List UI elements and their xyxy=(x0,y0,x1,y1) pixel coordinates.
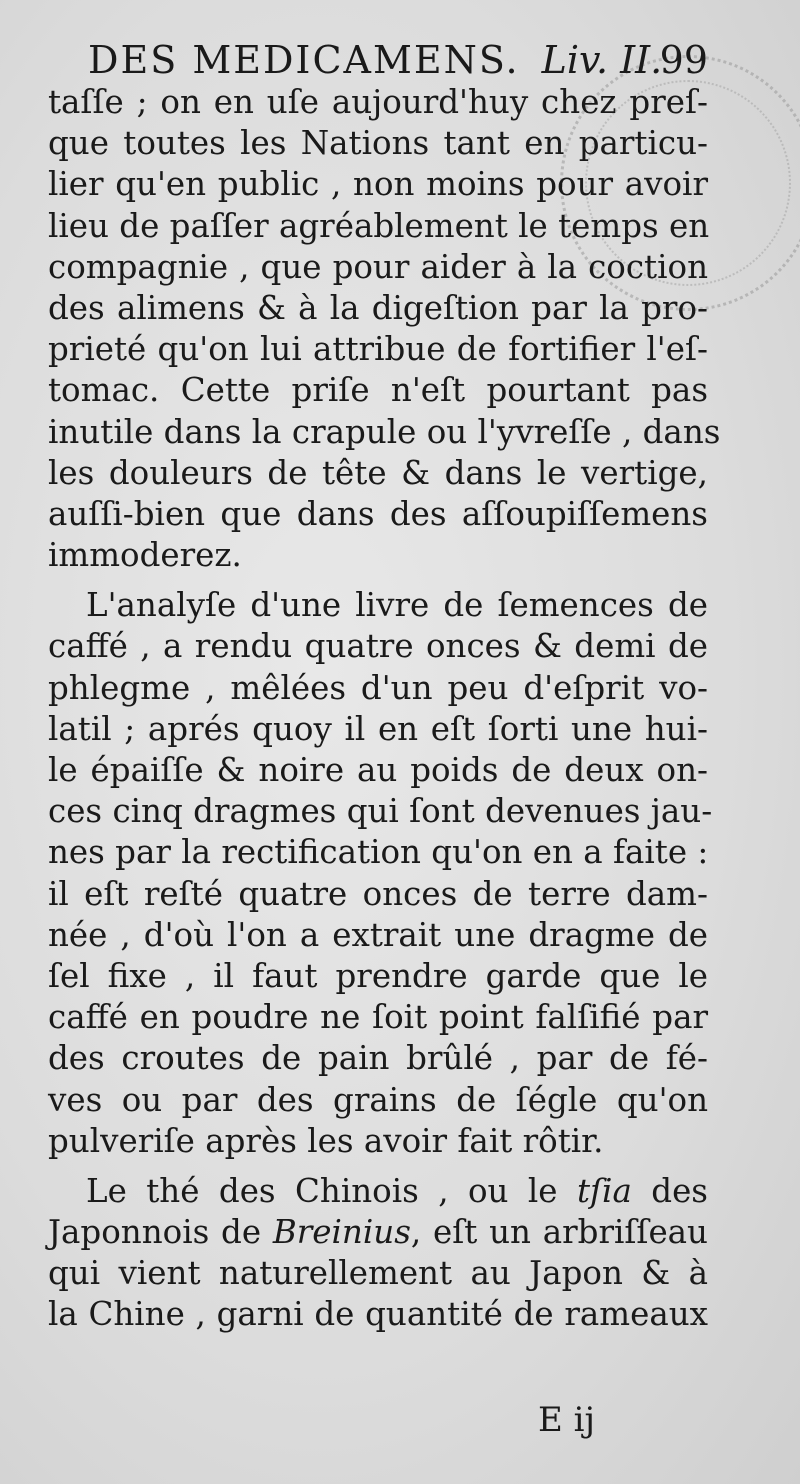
running-header xyxy=(88,35,708,85)
text-line: les douleurs de tête & dans le vertige, xyxy=(48,453,708,492)
text-line: nes par la rectification qu'on en a faite : xyxy=(48,833,709,872)
signature-mark: E ij xyxy=(538,1400,596,1440)
book-number: Liv. II. xyxy=(541,38,663,82)
text-line: latil ; aprés quoy il en eſt ſorti une hui- xyxy=(48,709,708,748)
text-line: le épaiſſe & noire au poids de deux on- xyxy=(48,751,708,789)
text-line: qui vient naturellement au Japon & à xyxy=(48,1254,708,1293)
text-line: immoderez. xyxy=(48,536,242,575)
text-line: L'analyſe d'une livre de ſemences de xyxy=(86,586,708,625)
text-line: compagnie , que pour aider à la coction xyxy=(48,247,708,286)
text-line: Japonnois de Breinius, eſt un arbriſſeau xyxy=(48,1213,708,1252)
text-line: auſſi-bien que dans des aſſoupiſſemens xyxy=(48,494,708,533)
text-line: née , d'où l'on a extrait une dragme de xyxy=(48,915,708,954)
text-line: taſſe ; on en uſe aujourd'huy chez preſ- xyxy=(48,83,708,121)
text-line: tomac. Cette priſe n'eſt pourtant pas xyxy=(48,371,708,410)
page-number: 99 xyxy=(659,38,708,82)
text-line: phlegme , mêlées d'un peu d'eſprit vo- xyxy=(48,668,708,707)
text-line: pulveriſe après les avoir fait rôtir. xyxy=(48,1121,604,1160)
text-line: inutile dans la crapule ou l'yvreſſe , dans xyxy=(48,412,721,451)
text-line: caffé , a rendu quatre onces & demi de xyxy=(48,627,708,666)
body-text xyxy=(48,82,721,1336)
text-line: des croutes de pain brûlé , par de fé- xyxy=(48,1039,708,1078)
text-line: caffé en poudre ne ſoit point falſifié par xyxy=(48,998,708,1037)
text-line: Le thé des Chinois , ou le tſia des xyxy=(86,1171,708,1210)
text-line: lier qu'en public , non moins pour avoir xyxy=(48,165,708,204)
text-line: ves ou par des grains de ſégle qu'on xyxy=(48,1080,708,1119)
text-line: la Chine , garni de quantité de rameaux xyxy=(48,1295,708,1334)
text-line: ſel fixe , il faut prendre garde que le xyxy=(48,956,708,995)
text-line: lieu de paſſer agréablement le temps en xyxy=(48,206,710,245)
text-line: que toutes les Nations tant en particu- xyxy=(48,124,708,163)
text-line: des alimens & à la digeſtion par la pro- xyxy=(48,288,708,327)
text-line: prieté qu'on lui attribue de fortifier l'eſ- xyxy=(48,330,708,369)
running-title: DES MEDICAMENS. xyxy=(88,38,520,82)
text-line: il eſt reſté quatre onces de terre dam- xyxy=(48,874,708,913)
text-line: ces cinq dragmes qui ſont devenues jau- xyxy=(48,792,713,831)
